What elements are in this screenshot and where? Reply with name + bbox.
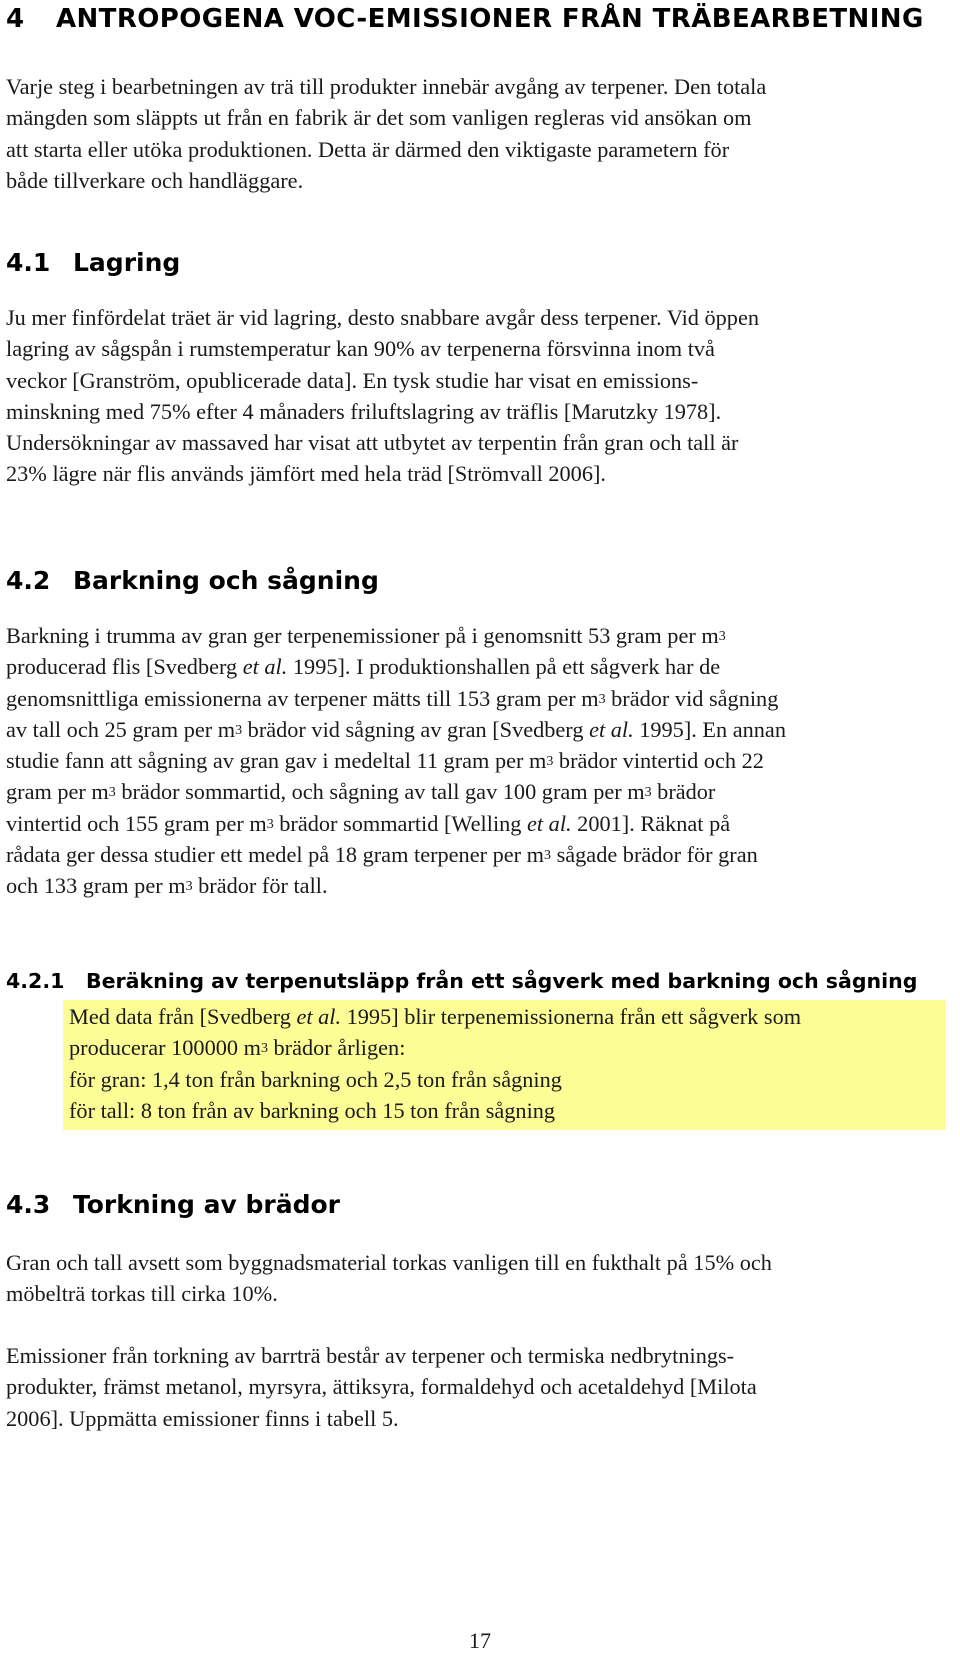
text-line: Gran och tall avsett som byggnadsmaterial torkas vanligen till en fukthalt på 15% och — [6, 1250, 772, 1275]
page-number: 17 — [469, 1628, 491, 1653]
text-line: både tillverkare och handläggare. — [6, 167, 304, 193]
chapter-heading — [6, 4, 924, 34]
text-line: av tall och 25 gram per $m^3$ brädor vid sågning av gran [Svedberg et al. 1995]. En annan — [6, 716, 786, 742]
section-title: Barkning och sågning — [73, 566, 379, 595]
text-line: genomsnittliga emissionerna av terpener mätts till 153 gram per $m^3$ brädor vid sågning — [6, 685, 779, 711]
text-line: Undersökningar av massaved har visat att utbytet av terpentin från gran och tall är — [6, 430, 739, 456]
barkning-paragraph — [6, 620, 946, 902]
highlighted-calculation-box — [63, 1000, 946, 1130]
section-number: 4.2 — [6, 566, 51, 595]
text-line: studie fann att sågning av gran gav i medeltal 11 gram per $m^3$ brädor vintertid och 22 — [6, 748, 764, 774]
section-heading-4-3 — [6, 1190, 340, 1219]
text-line: Emissioner från torkning av barrträ består av terpener och termiska nedbrytnings- — [6, 1343, 735, 1368]
text-line: producerar 100000 $m^3$ brädor årligen: — [69, 1035, 406, 1061]
section-number: 4.1 — [6, 248, 51, 277]
text-line: Barkning i trumma av gran ger terpenemissioner på i genomsnitt 53 gram per $m^3$ — [6, 623, 726, 648]
text-line: produkter, främst metanol, myrsyra, ättiksyra, formaldehyd och acetaldehyd [Milota — [6, 1374, 757, 1400]
text-line: veckor [Granström, opublicerade data]. En tysk studie har visat en emissions- — [6, 367, 699, 393]
intro-paragraph — [6, 71, 946, 196]
text-line: att starta eller utöka produktionen. Detta är därmed den viktigaste parametern för — [6, 136, 730, 162]
text-line: och 133 gram per $m^3$ brädor för tall. — [6, 873, 328, 899]
text-line: 23% lägre när flis används jämfört med hela träd [Strömvall 2006]. — [6, 461, 606, 487]
text-line: Varje steg i bearbetningen av trä till produkter innebär avgång av terpener. Den totala — [6, 74, 767, 99]
section-title: Torkning av brädor — [73, 1190, 340, 1219]
text-line: mängden som släppts ut från en fabrik är det som vanligen regleras vid ansökan om — [6, 105, 752, 131]
torkning-paragraph-2 — [6, 1340, 946, 1434]
text-line: producerad flis [Svedberg et al. 1995]. I produktionshallen på ett sågverk har de — [6, 654, 721, 680]
section-heading-4-1 — [6, 248, 180, 277]
section-heading-4-2 — [6, 566, 379, 595]
text-line: gram per $m^3$ brädor sommartid, och sågning av tall gav 100 gram per $m^3$ brädor — [6, 779, 716, 805]
text-line: Med data från [Svedberg et al. 1995] blir terpenemissionerna från ett sågverk som — [69, 1004, 802, 1029]
calculation-text — [69, 1001, 939, 1126]
text-line: vintertid och 155 gram per $m^3$ brädor sommartid [Welling et al. 2001]. Räknat på — [6, 810, 731, 836]
lagring-paragraph — [6, 302, 946, 490]
section-title: Lagring — [73, 248, 181, 277]
subsection-heading-4-2-1 — [6, 969, 917, 993]
torkning-paragraph-1 — [6, 1247, 946, 1310]
text-line: Ju mer finfördelat träet är vid lagring, desto snabbare avgår dess terpener. Vid öppen — [6, 305, 759, 330]
subsection-title: Beräkning av terpenutsläpp från ett sågverk med barkning och sågning — [86, 969, 918, 993]
text-line: för gran: 1,4 ton från barkning och 2,5 ton från sågning — [69, 1066, 562, 1092]
text-line: rådata ger dessa studier ett medel på 18 gram terpener per $m^3$ sågade brädor för gran — [6, 842, 758, 868]
subsection-number: 4.2.1 — [6, 969, 65, 993]
text-line: minskning med 75% efter 4 månaders friluftslagring av träflis [Marutzky 1978]. — [6, 398, 722, 424]
text-line: 2006]. Uppmätta emissioner finns i tabell 5. — [6, 1405, 399, 1431]
chapter-number: 4 — [6, 4, 25, 34]
text-line: för tall: 8 ton från av barkning och 15 ton från sågning — [69, 1097, 556, 1123]
section-number: 4.3 — [6, 1190, 51, 1219]
chapter-title: ANTROPOGENA VOC-EMISSIONER FRÅN TRÄBEARBETNING — [56, 4, 924, 34]
text-line: lagring av sågspån i rumstemperatur kan 90% av terpenerna försvinna inom två — [6, 336, 715, 362]
text-line: möbelträ torkas till cirka 10%. — [6, 1281, 278, 1307]
